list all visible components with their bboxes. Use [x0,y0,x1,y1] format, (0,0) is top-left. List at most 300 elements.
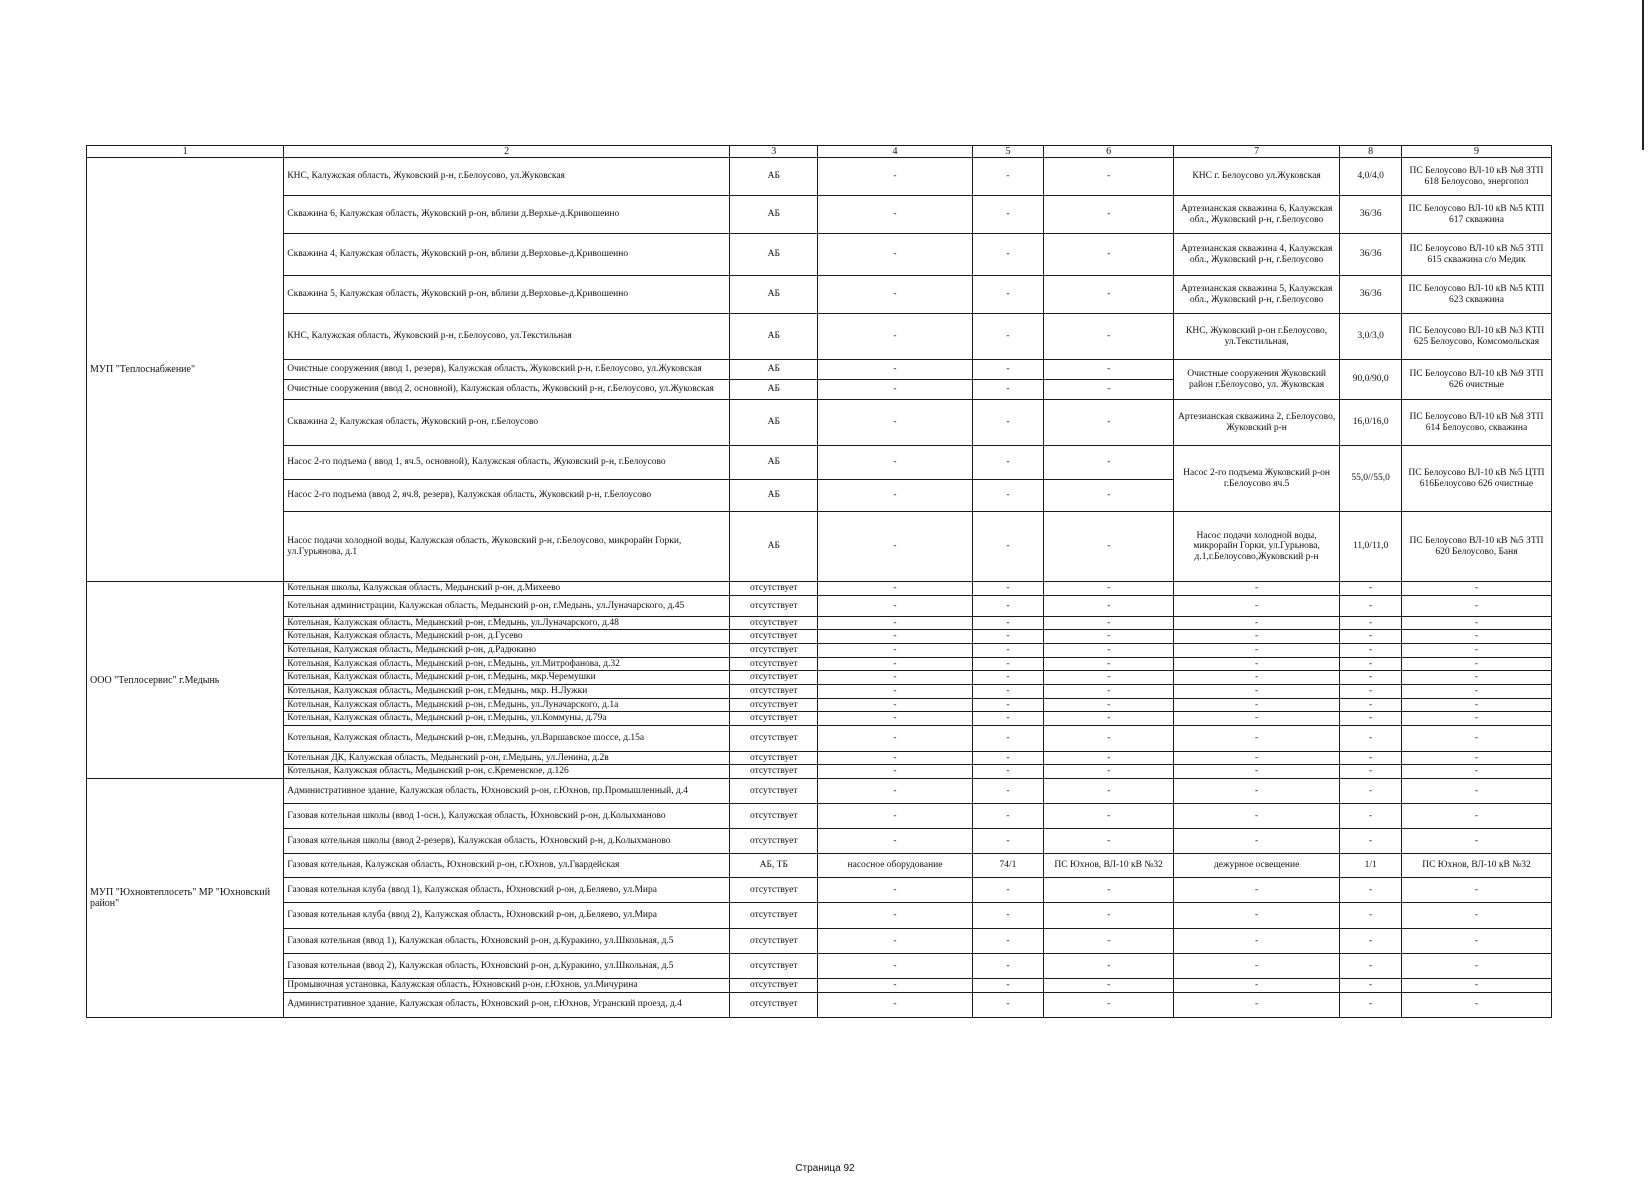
backup-source-cell: АБ [730,196,818,234]
backup-source-cell: АБ [730,480,818,512]
object-description: Скважина 2, Калужская область, Жуковский р-он, г.Белоусово [284,400,730,446]
table-row [87,616,1552,630]
backup-source-cell: отсутствует [730,616,818,630]
object-description: Котельная администрации, Калужская область, Медынский р-он, г.Медынь, ул.Луначарского, д.45 [284,595,730,616]
power-value-cell: 3,0/3,0 [1340,314,1402,360]
load-cell: - [972,751,1044,765]
backup-source-cell: отсутствует [730,954,818,979]
table-row [87,644,1552,658]
table-row [87,446,1552,480]
power-consumer-cell: - [1173,829,1339,854]
table-row [87,829,1552,854]
power-value-cell: - [1340,595,1402,616]
supply-source-cell: - [1401,725,1551,751]
load-cell: - [972,779,1044,804]
equipment-cell: - [818,400,972,446]
load-cell: - [972,657,1044,671]
load-cell: - [972,314,1044,360]
load-cell: - [972,979,1044,993]
power-value-cell: - [1340,616,1402,630]
object-description: Скважина 6, Калужская область, Жуковский р-он, вблизи д.Верхье-д.Кривошеино [284,196,730,234]
supply-source-cell: - [1401,698,1551,712]
power-value-cell: - [1340,804,1402,829]
object-description: Котельная, Калужская область, Медынский р-он, г.Медынь, ул.Луначарского, д.48 [284,616,730,630]
object-description: КНС, Калужская область, Жуковский р-н, г.Белоусово, ул.Текстильная [284,314,730,360]
load-cell: - [972,196,1044,234]
feeder-cell: ПС Юхнов, ВЛ-10 кВ №32 [1044,854,1173,878]
feeder-cell: - [1044,929,1173,954]
backup-source-cell: отсутствует [730,582,818,596]
table-row [87,854,1552,878]
power-value-cell: 11,0/11,0 [1340,512,1402,582]
feeder-cell: - [1044,616,1173,630]
supply-source-cell: - [1401,712,1551,726]
power-consumer-cell: Артезианская скважина 6, Калужская обл., Жуковский р-н, г.Белоусово [1173,196,1339,234]
col-header-9: 9 [1401,146,1551,158]
equipment-cell: - [818,657,972,671]
load-cell: - [972,158,1044,196]
scan-edge-line [1642,0,1644,150]
supply-source-cell: ПС Белоусово ВЛ-10 кВ №8 ЗТП 614 Белоусово, скважина [1401,400,1551,446]
power-value-cell: - [1340,779,1402,804]
equipment-cell: - [818,829,972,854]
power-value-cell: - [1340,725,1402,751]
object-description: Скважина 5, Калужская область, Жуковский р-он, вблизи д.Верховье-д.Кривошеино [284,276,730,314]
table-row [87,314,1552,360]
object-description: Котельная, Калужская область, Медынский р-он, д.Радюкино [284,644,730,658]
power-value-cell: - [1340,698,1402,712]
equipment-cell: - [818,595,972,616]
supply-source-cell: ПС Юхнов, ВЛ-10 кВ №32 [1401,854,1551,878]
load-cell: - [972,360,1044,380]
supply-source-cell: - [1401,644,1551,658]
equipment-cell: - [818,276,972,314]
object-description: Котельная, Калужская область, Медынский р-он, г.Медынь, мкр.Черемушки [284,671,730,685]
backup-source-cell: АБ [730,380,818,400]
feeder-cell: - [1044,954,1173,979]
object-description: Газовая котельная клуба (ввод 2), Калужская область, Юхновский р-он, д.Беляево, ул.Мира [284,903,730,929]
equipment-cell: - [818,725,972,751]
equipment-cell: - [818,234,972,276]
object-description: КНС, Калужская область, Жуковский р-н, г.Белоусово, ул.Жуковская [284,158,730,196]
load-cell: - [972,446,1044,480]
load-cell: - [972,804,1044,829]
power-consumer-cell: - [1173,878,1339,903]
supply-source-cell: ПС Белоусово ВЛ-10 кВ №9 ЗТП 626 очистные [1401,360,1551,400]
load-cell: - [972,582,1044,596]
supply-source-cell: ПС Белоусово ВЛ-10 кВ №5 ЗТП 620 Белоусово, Баня [1401,512,1551,582]
object-description: Насос подачи холодной воды, Калужская область, Жуковский р-н, г.Белоусово, микрорайн Горки, ул.Гурьянова, д.1 [284,512,730,582]
load-cell: - [972,878,1044,903]
supply-source-cell: ПС Белоусово ВЛ-10 кВ №5 ЗТП 615 скважина с/о Медик [1401,234,1551,276]
equipment-cell: - [818,380,972,400]
backup-source-cell: отсутствует [730,878,818,903]
object-description: Котельная ДК, Калужская область, Медынский р-он, г.Медынь, ул.Ленина, д.2в [284,751,730,765]
feeder-cell: - [1044,698,1173,712]
table-row [87,804,1552,829]
supply-source-cell: - [1401,929,1551,954]
backup-source-cell: отсутствует [730,712,818,726]
load-cell: - [972,276,1044,314]
power-supply-table [86,145,1552,1018]
backup-source-cell: отсутствует [730,684,818,698]
equipment-cell: - [818,929,972,954]
col-header-4: 4 [818,146,972,158]
supply-source-cell: - [1401,671,1551,685]
load-cell: 74/1 [972,854,1044,878]
table-row [87,929,1552,954]
backup-source-cell: отсутствует [730,751,818,765]
feeder-cell: - [1044,360,1173,380]
object-description: Административное здание, Калужская область, Юхновский р-он, г.Юхнов, пр.Промышленный, д.4 [284,779,730,804]
table-row [87,595,1552,616]
equipment-cell: - [818,992,972,1017]
power-value-cell: - [1340,992,1402,1017]
power-consumer-cell: - [1173,712,1339,726]
power-value-cell: 36/36 [1340,276,1402,314]
backup-source-cell: отсутствует [730,671,818,685]
table-row [87,657,1552,671]
object-description: Газовая котельная (ввод 2), Калужская область, Юхновский р-он, д.Куракино, ул.Школьная, д.5 [284,954,730,979]
power-consumer-cell: Очистные сооружения Жуковский район г.Белоусово, ул. Жуковская [1173,360,1339,400]
object-description: Котельная школы, Калужская область, Медынский р-он, д.Михеево [284,582,730,596]
object-description: Газовая котельная, Калужская область, Юхновский р-он, г.Юхнов, ул.Гвардейская [284,854,730,878]
equipment-cell: - [818,698,972,712]
object-description: Очистные сооружения (ввод 1, резерв), Калужская область, Жуковский р-н, г.Белоусово, ул.Жуковская [284,360,730,380]
power-consumer-cell: Артезианская скважина 2, г.Белоусово, Жуковский р-н [1173,400,1339,446]
supply-source-cell: - [1401,582,1551,596]
power-consumer-cell: дежурное освещение [1173,854,1339,878]
object-description: Котельная, Калужская область, Медынский р-он, г.Медынь, ул.Луначарского, д.1а [284,698,730,712]
table-row [87,360,1552,380]
object-description: Административное здание, Калужская область, Юхновский р-он, г.Юхнов, Угранский проезд, д.4 [284,992,730,1017]
feeder-cell: - [1044,725,1173,751]
table-row [87,698,1552,712]
col-header-7: 7 [1173,146,1339,158]
table-row [87,512,1552,582]
page-number: Страница 92 [795,1163,855,1174]
backup-source-cell: отсутствует [730,630,818,644]
power-value-cell: 36/36 [1340,234,1402,276]
load-cell: - [972,671,1044,685]
backup-source-cell: отсутствует [730,644,818,658]
col-header-3: 3 [730,146,818,158]
power-consumer-cell: - [1173,644,1339,658]
supply-source-cell: - [1401,992,1551,1017]
power-value-cell: - [1340,829,1402,854]
object-description: Котельная, Калужская область, Медынский р-он, г.Медынь, ул.Варшавское шоссе, д.15а [284,725,730,751]
supply-source-cell: - [1401,804,1551,829]
power-consumer-cell: - [1173,979,1339,993]
power-value-cell: - [1340,582,1402,596]
feeder-cell: - [1044,314,1173,360]
object-description: Скважина 4, Калужская область, Жуковский р-он, вблизи д.Верховье-д.Кривошеино [284,234,730,276]
power-consumer-cell: КНС г. Белоусово ул.Жуковская [1173,158,1339,196]
power-value-cell: - [1340,903,1402,929]
table-row [87,671,1552,685]
backup-source-cell: отсутствует [730,829,818,854]
power-value-cell: - [1340,671,1402,685]
table-row [87,712,1552,726]
feeder-cell: - [1044,979,1173,993]
feeder-cell: - [1044,234,1173,276]
feeder-cell: - [1044,630,1173,644]
feeder-cell: - [1044,582,1173,596]
power-value-cell: - [1340,954,1402,979]
power-value-cell: - [1340,657,1402,671]
power-value-cell: 90,0/90,0 [1340,360,1402,400]
feeder-cell: - [1044,446,1173,480]
power-consumer-cell: Артезианская скважина 5, Калужская обл., Жуковский р-н, г.Белоусово [1173,276,1339,314]
power-consumer-cell: - [1173,630,1339,644]
feeder-cell: - [1044,804,1173,829]
organization-name: МУП "Юхновтеплосеть" МР "Юхновский район" [87,779,284,1018]
object-description: Газовая котельная (ввод 1), Калужская область, Юхновский р-он, д.Куракино, ул.Школьная, д.5 [284,929,730,954]
power-consumer-cell: - [1173,725,1339,751]
equipment-cell: - [818,446,972,480]
equipment-cell: - [818,582,972,596]
power-consumer-cell: - [1173,992,1339,1017]
feeder-cell: - [1044,644,1173,658]
power-value-cell: 55,0//55,0 [1340,446,1402,512]
equipment-cell: - [818,979,972,993]
col-header-1: 1 [87,146,284,158]
power-consumer-cell: - [1173,595,1339,616]
object-description: Газовая котельная школы (ввод 1-осн.), Калужская область, Юхновский р-он, д.Колыхманово [284,804,730,829]
feeder-cell: - [1044,158,1173,196]
load-cell: - [972,929,1044,954]
feeder-cell: - [1044,480,1173,512]
object-description: Котельная, Калужская область, Медынский р-он, г.Медынь, ул.Митрофанова, д.32 [284,657,730,671]
object-description: Насос 2-го подъема ( ввод 1, яч.5, основной), Калужская область, Жуковский р-н, г.Белоусово [284,446,730,480]
feeder-cell: - [1044,779,1173,804]
equipment-cell: - [818,196,972,234]
feeder-cell: - [1044,380,1173,400]
object-description: Газовая котельная клуба (ввод 1), Калужская область, Юхновский р-он, д.Беляево, ул.Мира [284,878,730,903]
table-body [87,146,1552,1018]
power-value-cell: 1/1 [1340,854,1402,878]
power-consumer-cell: - [1173,698,1339,712]
power-value-cell: - [1340,765,1402,779]
supply-source-cell: - [1401,657,1551,671]
feeder-cell: - [1044,829,1173,854]
feeder-cell: - [1044,765,1173,779]
load-cell: - [972,765,1044,779]
equipment-cell: насосное оборудование [818,854,972,878]
table-row [87,903,1552,929]
power-value-cell: 36/36 [1340,196,1402,234]
backup-source-cell: отсутствует [730,765,818,779]
backup-source-cell: АБ [730,314,818,360]
object-description: Котельная, Калужская область, Медынский р-он, г.Медынь, мкр. Н.Лужки [284,684,730,698]
supply-source-cell: - [1401,829,1551,854]
table-row [87,765,1552,779]
backup-source-cell: отсутствует [730,657,818,671]
table-row [87,630,1552,644]
supply-source-cell: - [1401,878,1551,903]
feeder-cell: - [1044,903,1173,929]
power-consumer-cell: - [1173,616,1339,630]
table-row [87,196,1552,234]
table-row [87,158,1552,196]
object-description: Промывочная установка, Калужская область, Юхновский р-он, г.Юхнов, ул.Мичурина [284,979,730,993]
power-consumer-cell: - [1173,684,1339,698]
backup-source-cell: отсутствует [730,992,818,1017]
supply-source-cell: ПС Белоусово ВЛ-10 кВ №5 КТП 623 скважина [1401,276,1551,314]
organization-name: ООО "Теплосервис" г.Медынь [87,582,284,779]
table-row [87,878,1552,903]
load-cell: - [972,684,1044,698]
table-row [87,751,1552,765]
col-header-8: 8 [1340,146,1402,158]
power-consumer-cell: - [1173,929,1339,954]
equipment-cell: - [818,616,972,630]
load-cell: - [972,712,1044,726]
feeder-cell: - [1044,512,1173,582]
feeder-cell: - [1044,671,1173,685]
load-cell: - [972,644,1044,658]
backup-source-cell: АБ [730,360,818,380]
equipment-cell: - [818,684,972,698]
organization-name: МУП "Теплоснабжение" [87,158,284,582]
backup-source-cell: АБ [730,512,818,582]
power-consumer-cell: Насос 2-го подъема Жуковский р-он г.Белоусово яч.5 [1173,446,1339,512]
object-description: Очистные сооружения (ввод 2, основной), Калужская область, Жуковский р-н, г.Белоусово, ул.Жуковская [284,380,730,400]
equipment-cell: - [818,765,972,779]
load-cell: - [972,234,1044,276]
supply-source-cell: - [1401,979,1551,993]
supply-source-cell: - [1401,684,1551,698]
power-consumer-cell: - [1173,582,1339,596]
backup-source-cell: АБ [730,158,818,196]
backup-source-cell: отсутствует [730,595,818,616]
equipment-cell: - [818,779,972,804]
table-row [87,979,1552,993]
load-cell: - [972,698,1044,712]
supply-source-cell: ПС Белоусово ВЛ-10 кВ №8 ЗТП 618 Белоусово, энергопол [1401,158,1551,196]
load-cell: - [972,380,1044,400]
power-value-cell: 4,0/4,0 [1340,158,1402,196]
power-value-cell: 16,0/16,0 [1340,400,1402,446]
backup-source-cell: АБ [730,234,818,276]
power-consumer-cell: Артезианская скважина 4, Калужская обл., Жуковский р-н, г.Белоусово [1173,234,1339,276]
power-consumer-cell: - [1173,903,1339,929]
equipment-cell: - [818,158,972,196]
equipment-cell: - [818,903,972,929]
supply-source-cell: ПС Белоусово ВЛ-10 кВ №3 КТП 625 Белоусово, Комсомольская [1401,314,1551,360]
backup-source-cell: АБ, ТБ [730,854,818,878]
object-description: Котельная, Калужская область, Медынский р-он, д.Гусево [284,630,730,644]
load-cell: - [972,400,1044,446]
load-cell: - [972,725,1044,751]
table-row [87,779,1552,804]
backup-source-cell: отсутствует [730,804,818,829]
col-header-5: 5 [972,146,1044,158]
equipment-cell: - [818,671,972,685]
feeder-cell: - [1044,595,1173,616]
supply-source-cell: ПС Белоусово ВЛ-10 кВ №5 ЦТП 616Белоусово 626 очистные [1401,446,1551,512]
col-header-6: 6 [1044,146,1173,158]
equipment-cell: - [818,878,972,903]
power-consumer-cell: Насос подачи холодной воды, микрорайн Горки, ул.Гурьнова, д.1,г.Белоусово,Жуковский р-н [1173,512,1339,582]
power-value-cell: - [1340,712,1402,726]
equipment-cell: - [818,644,972,658]
load-cell: - [972,829,1044,854]
equipment-cell: - [818,630,972,644]
object-description: Насос 2-го подъема (ввод 2, яч.8, резерв), Калужская область, Жуковский р-н, г.Белоусово [284,480,730,512]
supply-source-cell: - [1401,630,1551,644]
load-cell: - [972,954,1044,979]
power-value-cell: - [1340,929,1402,954]
supply-source-cell: - [1401,765,1551,779]
feeder-cell: - [1044,878,1173,903]
table-row [87,582,1552,596]
equipment-cell: - [818,804,972,829]
backup-source-cell: АБ [730,446,818,480]
load-cell: - [972,616,1044,630]
table-row [87,992,1552,1017]
load-cell: - [972,992,1044,1017]
feeder-cell: - [1044,684,1173,698]
load-cell: - [972,595,1044,616]
equipment-cell: - [818,360,972,380]
power-value-cell: - [1340,684,1402,698]
table-row [87,234,1552,276]
table-row [87,684,1552,698]
power-value-cell: - [1340,630,1402,644]
table-row [87,725,1552,751]
power-consumer-cell: - [1173,954,1339,979]
feeder-cell: - [1044,712,1173,726]
feeder-cell: - [1044,276,1173,314]
col-header-2: 2 [284,146,730,158]
supply-source-cell: - [1401,954,1551,979]
table-row [87,400,1552,446]
load-cell: - [972,903,1044,929]
load-cell: - [972,512,1044,582]
backup-source-cell: отсутствует [730,929,818,954]
object-description: Котельная, Калужская область, Медынский р-он, с.Кременское, д.126 [284,765,730,779]
supply-source-cell: - [1401,751,1551,765]
power-value-cell: - [1340,878,1402,903]
table-row [87,954,1552,979]
power-consumer-cell: - [1173,751,1339,765]
power-consumer-cell: - [1173,657,1339,671]
backup-source-cell: АБ [730,276,818,314]
supply-source-cell: - [1401,779,1551,804]
equipment-cell: - [818,512,972,582]
power-consumer-cell: - [1173,779,1339,804]
power-consumer-cell: - [1173,671,1339,685]
backup-source-cell: отсутствует [730,903,818,929]
backup-source-cell: отсутствует [730,698,818,712]
object-description: Котельная, Калужская область, Медынский р-он, г.Медынь, ул.Коммуны, д.79а [284,712,730,726]
equipment-cell: - [818,712,972,726]
power-consumer-cell: - [1173,765,1339,779]
backup-source-cell: отсутствует [730,725,818,751]
feeder-cell: - [1044,196,1173,234]
object-description: Газовая котельная школы (ввод 2-резерв), Калужская область, Юхновский р-н, д.Колыхманово [284,829,730,854]
equipment-cell: - [818,480,972,512]
feeder-cell: - [1044,657,1173,671]
feeder-cell: - [1044,751,1173,765]
supply-source-cell: - [1401,616,1551,630]
feeder-cell: - [1044,400,1173,446]
supply-source-cell: ПС Белоусово ВЛ-10 кВ №5 КТП 617 скважина [1401,196,1551,234]
supply-source-cell: - [1401,903,1551,929]
backup-source-cell: отсутствует [730,779,818,804]
backup-source-cell: отсутствует [730,979,818,993]
